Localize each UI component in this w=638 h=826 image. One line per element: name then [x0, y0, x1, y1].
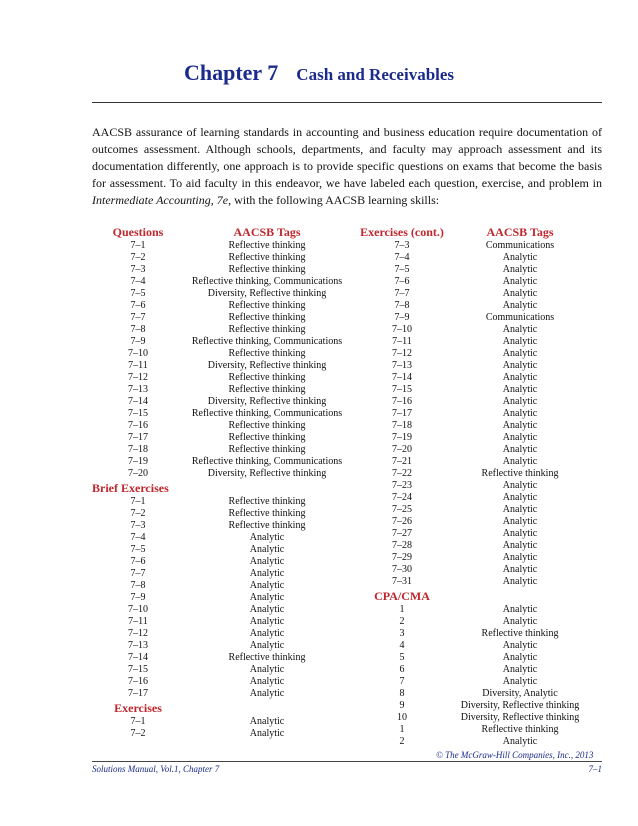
question-tag: Reflective thinking: [228, 444, 306, 455]
intro-paragraph: [92, 124, 602, 209]
exercise-tag: Analytic: [502, 288, 538, 299]
exercise-number: 7–11: [392, 336, 412, 347]
chapter-number: Chapter 7: [183, 60, 279, 85]
brief-exercise-number: 7–4: [130, 532, 146, 543]
footer-page-number: 7–1: [588, 764, 602, 774]
brief-exercise-tag: Reflective thinking: [228, 520, 306, 531]
exercise-number: 7–27: [392, 528, 412, 539]
question-number: 7–16: [128, 420, 148, 431]
question-number: 7–8: [130, 324, 146, 335]
cpa-tag: Reflective thinking: [481, 628, 559, 639]
exercise-tag: Analytic: [502, 528, 538, 539]
exercise-tag: Analytic: [502, 576, 538, 587]
exercise-tag: Analytic: [249, 728, 285, 739]
intro-text-2: , with the following AACSB learning skills:: [228, 193, 440, 207]
question-number: 7–7: [130, 312, 146, 323]
question-tag: Reflective thinking: [228, 384, 306, 395]
brief-exercise-number: 7–15: [128, 664, 148, 675]
exercise-tag: Reflective thinking: [481, 468, 559, 479]
exercise-number: 7–3: [394, 240, 410, 251]
exercise-tag: Analytic: [502, 360, 538, 371]
cpa-number: 1: [399, 724, 405, 735]
question-tag: Reflective thinking: [228, 240, 306, 251]
brief-exercise-number: 7–11: [128, 616, 148, 627]
cpa-number: 8: [399, 688, 405, 699]
exercises-cont-heading: Exercises (cont.): [360, 225, 444, 239]
exercise-number: 7–14: [392, 372, 412, 383]
exercise-tag: Communications: [485, 312, 555, 323]
question-tag: Diversity, Reflective thinking: [207, 288, 327, 299]
exercise-tag: Communications: [485, 240, 555, 251]
brief-exercise-tag: Analytic: [249, 532, 285, 543]
brief-exercise-tag: Analytic: [249, 664, 285, 675]
exercise-number: 7–30: [392, 564, 412, 575]
question-tag: Reflective thinking, Communications: [191, 276, 343, 287]
exercise-number: 7–24: [392, 492, 412, 503]
questions-heading: Questions: [112, 225, 164, 239]
question-number: 7–20: [128, 468, 148, 479]
exercise-number: 7–23: [392, 480, 412, 491]
brief-exercise-tag: Analytic: [249, 688, 285, 699]
exercise-tag: Analytic: [502, 264, 538, 275]
exercise-number: 7–5: [394, 264, 410, 275]
question-tag: Reflective thinking: [228, 432, 306, 443]
exercise-number: 7–21: [392, 456, 412, 467]
brief-exercise-tag: Analytic: [249, 568, 285, 579]
exercise-tag: Analytic: [502, 492, 538, 503]
brief-exercise-number: 7–6: [130, 556, 146, 567]
cpa-tag: Analytic: [502, 664, 538, 675]
left-number-column: [92, 224, 184, 740]
question-number: 7–17: [128, 432, 148, 443]
exercise-tag: Analytic: [502, 252, 538, 263]
brief-exercise-number: 7–13: [128, 640, 148, 651]
exercise-tag: Analytic: [502, 516, 538, 527]
brief-exercise-tag: Analytic: [249, 640, 285, 651]
exercise-tag: Analytic: [502, 456, 538, 467]
question-tag: Reflective thinking: [228, 372, 306, 383]
brief-exercise-tag: Analytic: [249, 604, 285, 615]
brief-exercise-number: 7–12: [128, 628, 148, 639]
exercise-tag: Analytic: [502, 300, 538, 311]
exercise-number: 7–9: [394, 312, 410, 323]
question-tag: Diversity, Reflective thinking: [207, 396, 327, 407]
brief-exercise-number: 7–10: [128, 604, 148, 615]
question-number: 7–5: [130, 288, 146, 299]
question-number: 7–1: [130, 240, 146, 251]
cpa-number: 2: [399, 616, 405, 627]
exercise-number: 7–29: [392, 552, 412, 563]
exercise-number: 7–20: [392, 444, 412, 455]
brief-exercise-tag: Analytic: [249, 628, 285, 639]
brief-exercise-number: 7–9: [130, 592, 146, 603]
question-tag: Reflective thinking: [228, 252, 306, 263]
footer-manual: Solutions Manual, Vol.1, Chapter 7: [92, 764, 220, 774]
brief-exercise-number: 7–2: [130, 508, 146, 519]
aacsb-tags-heading-right: AACSB Tags: [486, 225, 554, 239]
cpa-tag: Reflective thinking: [481, 724, 559, 735]
exercise-number: 7–12: [392, 348, 412, 359]
brief-exercise-tag: Analytic: [249, 676, 285, 687]
cpa-tag: Analytic: [502, 652, 538, 663]
brief-exercise-tag: Reflective thinking: [228, 496, 306, 507]
brief-exercise-number: 7–8: [130, 580, 146, 591]
left-tag-column: [184, 224, 350, 740]
exercise-tag: Analytic: [502, 348, 538, 359]
exercise-tag: Analytic: [502, 372, 538, 383]
cpa-cma-heading: CPA/CMA: [374, 589, 430, 603]
question-number: 7–10: [128, 348, 148, 359]
copyright-notice: © The McGraw-Hill Companies, Inc., 2013: [436, 750, 594, 760]
brief-exercise-tag: Analytic: [249, 544, 285, 555]
question-tag: Reflective thinking: [228, 264, 306, 275]
spacer: [184, 700, 350, 716]
page-title: [0, 60, 638, 86]
cpa-number: 3: [399, 628, 405, 639]
chapter-subtitle: Cash and Receivables: [296, 65, 455, 84]
cpa-tag: Diversity, Analytic: [482, 688, 558, 699]
question-tag: Reflective thinking, Communications: [191, 456, 343, 467]
question-number: 7–4: [130, 276, 146, 287]
footer-divider: [92, 761, 602, 762]
brief-exercise-number: 7–14: [128, 652, 148, 663]
exercise-number: 7–10: [392, 324, 412, 335]
exercise-number: 7–26: [392, 516, 412, 527]
aacsb-tags-heading: AACSB Tags: [233, 225, 301, 239]
brief-exercise-number: 7–1: [130, 496, 146, 507]
question-number: 7–18: [128, 444, 148, 455]
exercise-tag: Analytic: [502, 276, 538, 287]
question-number: 7–14: [128, 396, 148, 407]
brief-exercises-heading: Brief Exercises: [92, 481, 169, 495]
cpa-tag: Analytic: [502, 616, 538, 627]
brief-exercise-tag: Reflective thinking: [228, 508, 306, 519]
spacer: [184, 480, 350, 496]
question-tag: Reflective thinking, Communications: [191, 336, 343, 347]
exercise-number: 7–25: [392, 504, 412, 515]
cpa-number: 4: [399, 640, 405, 651]
question-number: 7–2: [130, 252, 146, 263]
cpa-number: 5: [399, 652, 405, 663]
brief-exercise-tag: Reflective thinking: [228, 652, 306, 663]
question-tag: Reflective thinking: [228, 300, 306, 311]
exercise-tag: Analytic: [502, 432, 538, 443]
question-number: 7–19: [128, 456, 148, 467]
brief-exercise-tag: Analytic: [249, 556, 285, 567]
cpa-number: 6: [399, 664, 405, 675]
question-tag: Reflective thinking: [228, 312, 306, 323]
question-tag: Reflective thinking: [228, 420, 306, 431]
question-number: 7–11: [128, 360, 148, 371]
exercise-tag: Analytic: [502, 336, 538, 347]
title-divider: [92, 102, 602, 103]
exercise-tag: Analytic: [502, 408, 538, 419]
cpa-number: 1: [399, 604, 405, 615]
exercise-tag: Analytic: [502, 396, 538, 407]
question-number: 7–13: [128, 384, 148, 395]
right-number-column: [352, 224, 452, 748]
right-tag-column: [452, 224, 588, 748]
brief-exercise-number: 7–3: [130, 520, 146, 531]
exercise-tag: Analytic: [502, 552, 538, 563]
exercise-number: 7–22: [392, 468, 412, 479]
cpa-tag: Analytic: [502, 604, 538, 615]
cpa-number: 9: [399, 700, 405, 711]
cpa-number: 2: [399, 736, 405, 747]
exercise-number: 7–17: [392, 408, 412, 419]
exercise-number: 7–13: [392, 360, 412, 371]
exercise-number: 7–1: [130, 716, 146, 727]
exercise-number: 7–4: [394, 252, 410, 263]
exercise-tag: Analytic: [502, 420, 538, 431]
exercise-tag: Analytic: [502, 564, 538, 575]
question-number: 7–3: [130, 264, 146, 275]
exercise-tag: Analytic: [249, 716, 285, 727]
question-number: 7–15: [128, 408, 148, 419]
exercises-heading: Exercises: [114, 701, 162, 715]
exercise-tag: Analytic: [502, 540, 538, 551]
exercise-number: 7–8: [394, 300, 410, 311]
cpa-tag: Diversity, Reflective thinking: [460, 712, 580, 723]
cpa-tag: Analytic: [502, 640, 538, 651]
cpa-number: 10: [397, 712, 407, 723]
exercise-tag: Analytic: [502, 444, 538, 455]
question-number: 7–12: [128, 372, 148, 383]
book-title: Intermediate Accounting, 7e: [92, 193, 229, 207]
exercise-number: 7–6: [394, 276, 410, 287]
exercise-tag: Analytic: [502, 480, 538, 491]
cpa-number: 7: [399, 676, 405, 687]
exercise-number: 7–16: [392, 396, 412, 407]
exercise-number: 7–15: [392, 384, 412, 395]
question-number: 7–6: [130, 300, 146, 311]
brief-exercise-number: 7–7: [130, 568, 146, 579]
exercise-number: 7–31: [392, 576, 412, 587]
exercise-number: 7–2: [130, 728, 146, 739]
intro-text-1: AACSB assurance of learning standards in accounting and business education require documentation of outcomes assessment. Although schools, departments, and faculty may approach assessment and its documentation differently, one approach is to provide specific questions on exams that become the basis for assessment. To aid faculty in this endeavor, we have labeled each question, exercise, and problem in: [92, 125, 602, 190]
cpa-tag: Analytic: [502, 736, 538, 747]
brief-exercise-tag: Analytic: [249, 592, 285, 603]
question-tag: Reflective thinking: [228, 348, 306, 359]
exercise-tag: Analytic: [502, 384, 538, 395]
brief-exercise-number: 7–16: [128, 676, 148, 687]
exercise-number: 7–7: [394, 288, 410, 299]
spacer: [452, 588, 588, 604]
brief-exercise-number: 7–5: [130, 544, 146, 555]
cpa-tag: Analytic: [502, 676, 538, 687]
exercise-number: 7–19: [392, 432, 412, 443]
brief-exercise-tag: Analytic: [249, 580, 285, 591]
question-number: 7–9: [130, 336, 146, 347]
cpa-tag: Diversity, Reflective thinking: [460, 700, 580, 711]
question-tag: Diversity, Reflective thinking: [207, 468, 327, 479]
exercise-tag: Analytic: [502, 324, 538, 335]
brief-exercise-tag: Analytic: [249, 616, 285, 627]
exercise-number: 7–18: [392, 420, 412, 431]
question-tag: Diversity, Reflective thinking: [207, 360, 327, 371]
question-tag: Reflective thinking: [228, 324, 306, 335]
brief-exercise-number: 7–17: [128, 688, 148, 699]
exercise-tag: Analytic: [502, 504, 538, 515]
exercise-number: 7–28: [392, 540, 412, 551]
question-tag: Reflective thinking, Communications: [191, 408, 343, 419]
